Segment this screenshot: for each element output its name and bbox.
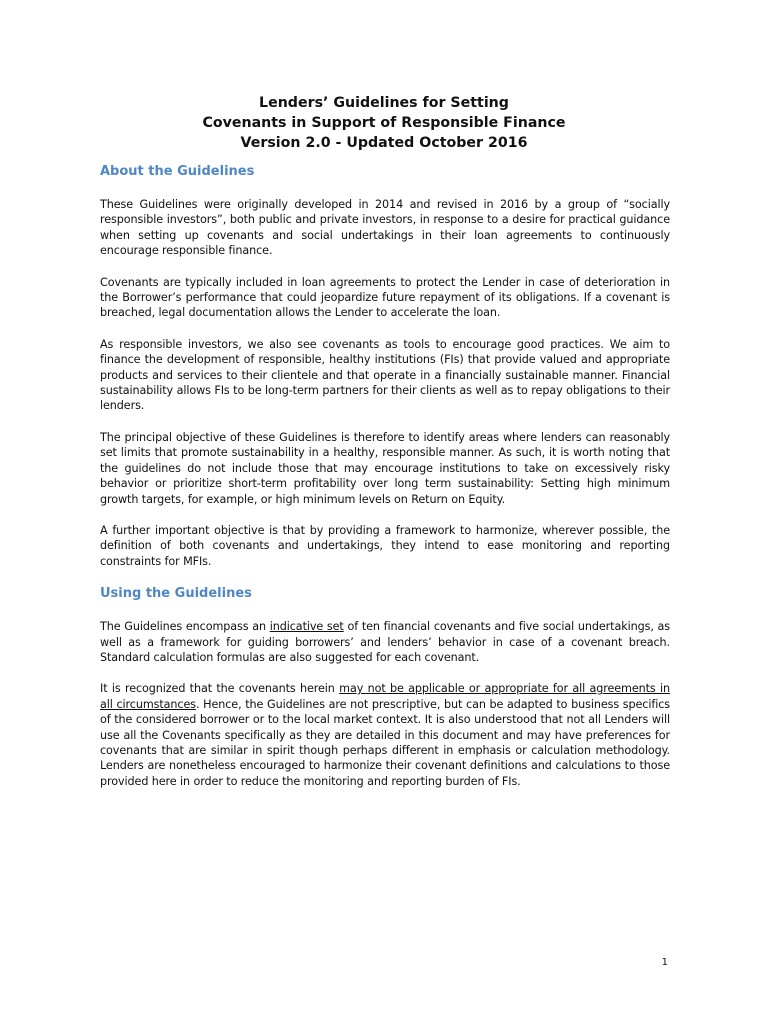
about-paragraph-4: The principal objective of these Guidelines is therefore to identify areas where lenders can reasonably set limits that promote sustainability in a healthy, responsible manner. As such, it is worth noting that the guidelines do not include those that may encourage institutions to take on excessively risky behavior or prioritize short-term profitability over long term sustainability: Setting high minimum growth targets, for example, or high minimum levels on Return on Equity. bbox=[100, 430, 670, 506]
document-body bbox=[100, 163, 670, 789]
using-p2-text-after: . Hence, the Guidelines are not prescriptive, but can be adapted to business specifics of the considered borrower or to the local market context. It is also understood that not all Lenders will use all the Covenants specifically as they are detailed in this document and may have preferences for covenants that are similar in spirit though perhaps different in emphasis or calculation methodology. Lenders are nonetheless encouraged to harmonize their covenant definitions and calculations to those provided here in order to reduce the monitoring and reporting burden of FIs. bbox=[100, 697, 670, 788]
about-paragraph-1: These Guidelines were originally developed in 2014 and revised in 2016 by a group of “socially responsible investors”, both public and private investors, in response to a desire for practical guidance when setting up covenants and social undertakings in their loan agreements to continuously encourage responsible finance. bbox=[100, 198, 670, 258]
heading-about-guidelines: About the Guidelines bbox=[100, 164, 255, 179]
document-title bbox=[0, 93, 768, 153]
using-paragraph-2 bbox=[100, 681, 670, 789]
using-p1-text-before: The Guidelines encompass an bbox=[100, 620, 270, 634]
title-line-2: Covenants in Support of Responsible Finance bbox=[202, 115, 566, 131]
using-p1-text-after: of ten financial covenants and five social undertakings, as well as a framework for guiding borrowers’ and lenders’ behavior in case of a covenant breach. Standard calculation formulas are also suggested for each covenant. bbox=[100, 620, 671, 664]
about-paragraph-2: Covenants are typically included in loan agreements to protect the Lender in case of deterioration in the Borrower’s performance that could jeopardize future repayment of its obligations. If a covenant is breached, legal documentation allows the Lender to accelerate the loan. bbox=[100, 275, 670, 320]
using-p1-underlined-text: indicative set bbox=[269, 620, 344, 634]
using-paragraph-1 bbox=[100, 619, 670, 665]
title-line-3: Version 2.0 - Updated October 2016 bbox=[240, 135, 528, 151]
using-p2-underlined-text: may not be applicable or appropriate for all agreements in all circumstances bbox=[100, 682, 670, 711]
about-paragraph-5: A further important objective is that by providing a framework to harmonize, wherever possible, the definition of both covenants and undertakings, they intend to ease monitoring and reporting constraints for MFIs. bbox=[100, 523, 670, 568]
page-number: 1 bbox=[661, 957, 668, 968]
title-line-1: Lenders’ Guidelines for Setting bbox=[259, 95, 509, 111]
using-p2-text-before: It is recognized that the covenants herein bbox=[100, 682, 340, 696]
about-paragraph-3: As responsible investors, we also see covenants as tools to encourage good practices. We aim to finance the development of responsible, healthy institutions (FIs) that provide valued and appropriate products and services to their clientele and that operate in a financially sustainable manner. Financial sustainability allows FIs to be long-term partners for their clients as well as to repay obligations to their lenders. bbox=[100, 337, 670, 413]
heading-using-guidelines: Using the Guidelines bbox=[100, 586, 252, 602]
